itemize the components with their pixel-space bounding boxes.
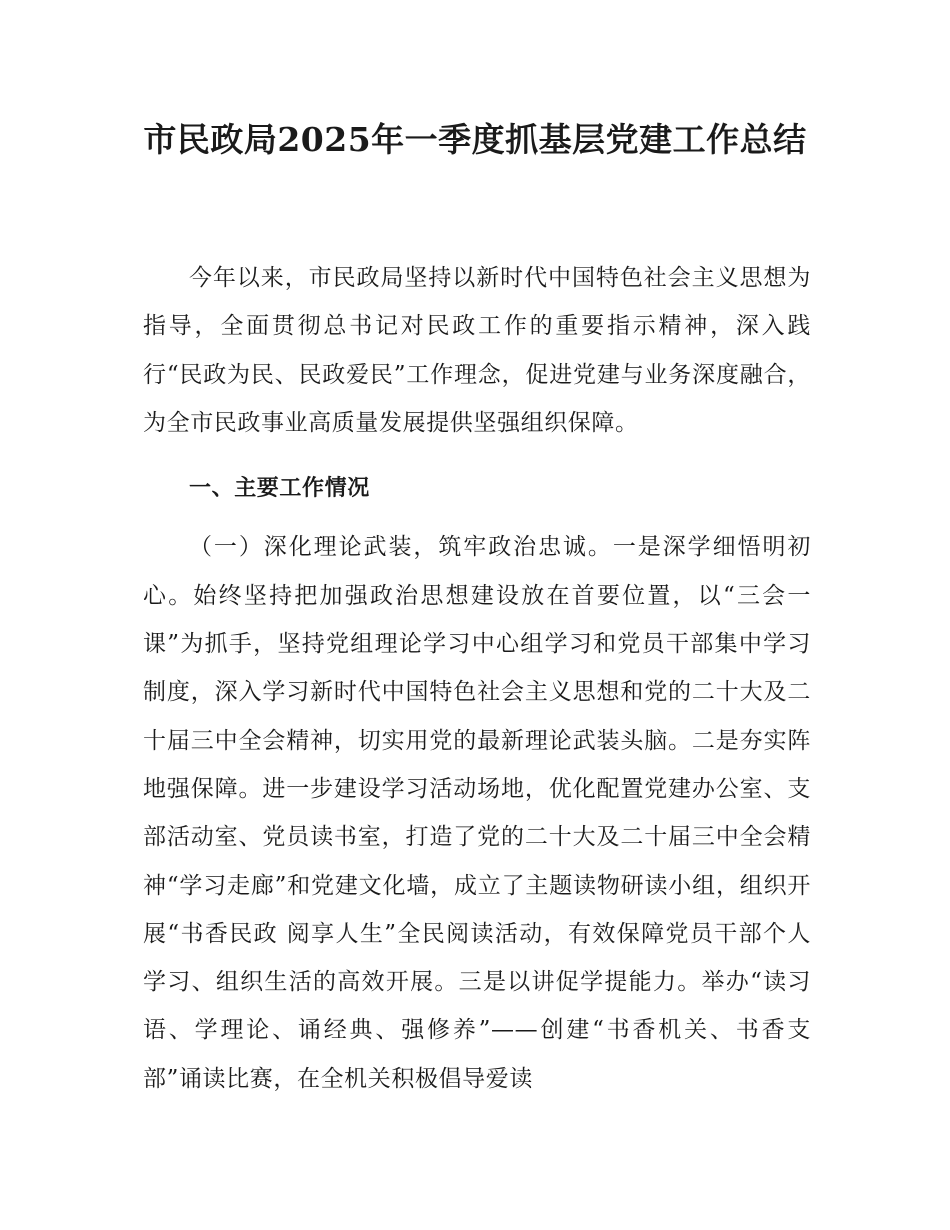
document-title: 市民政局2025年一季度抓基层党建工作总结 (143, 120, 807, 159)
section-heading-main-work: 一、主要工作情况 (189, 476, 370, 502)
document-body (143, 254, 811, 1103)
section-paragraph-theory: （一）深化理论武装，筑牢政治忠诚。一是深学细悟明初心。始终坚持把加强政治思想建设放在首要位置，以“三会一课”为抓手，坚持党组理论学习中心组学习和党员干部集中学习制度，深入学习新时代中国特色社会主义思想和党的二十大及二十届三中全会精神，切实用党的最新理论武装头脑。二是夯实阵地强保障。进一步建设学习活动场地，优化配置党建办公室、支部活动室、党员读书室，打造了党的二十大及二十届三中全会精神“学习走廊”和党建文化墙，成立了主题读物研读小组，组织开展“书香民政 阅享人生”全民阅读活动，有效保障党员干部个人学习、组织生活的高效开展。三是以讲促学提能力。举办“读习语、学理论、诵经典、强修养”——创建“书香机关、书香支部”诵读比赛，在全机关积极倡导爱读 (143, 534, 811, 1092)
intro-paragraph: 今年以来，市民政局坚持以新时代中国特色社会主义思想为指导，全面贯彻总书记对民政工作的重要指示精神，深入践行“民政为民、民政爱民”工作理念，促进党建与业务深度融合，为全市民政事业高质量发展提供坚强组织保障。 (143, 265, 811, 436)
